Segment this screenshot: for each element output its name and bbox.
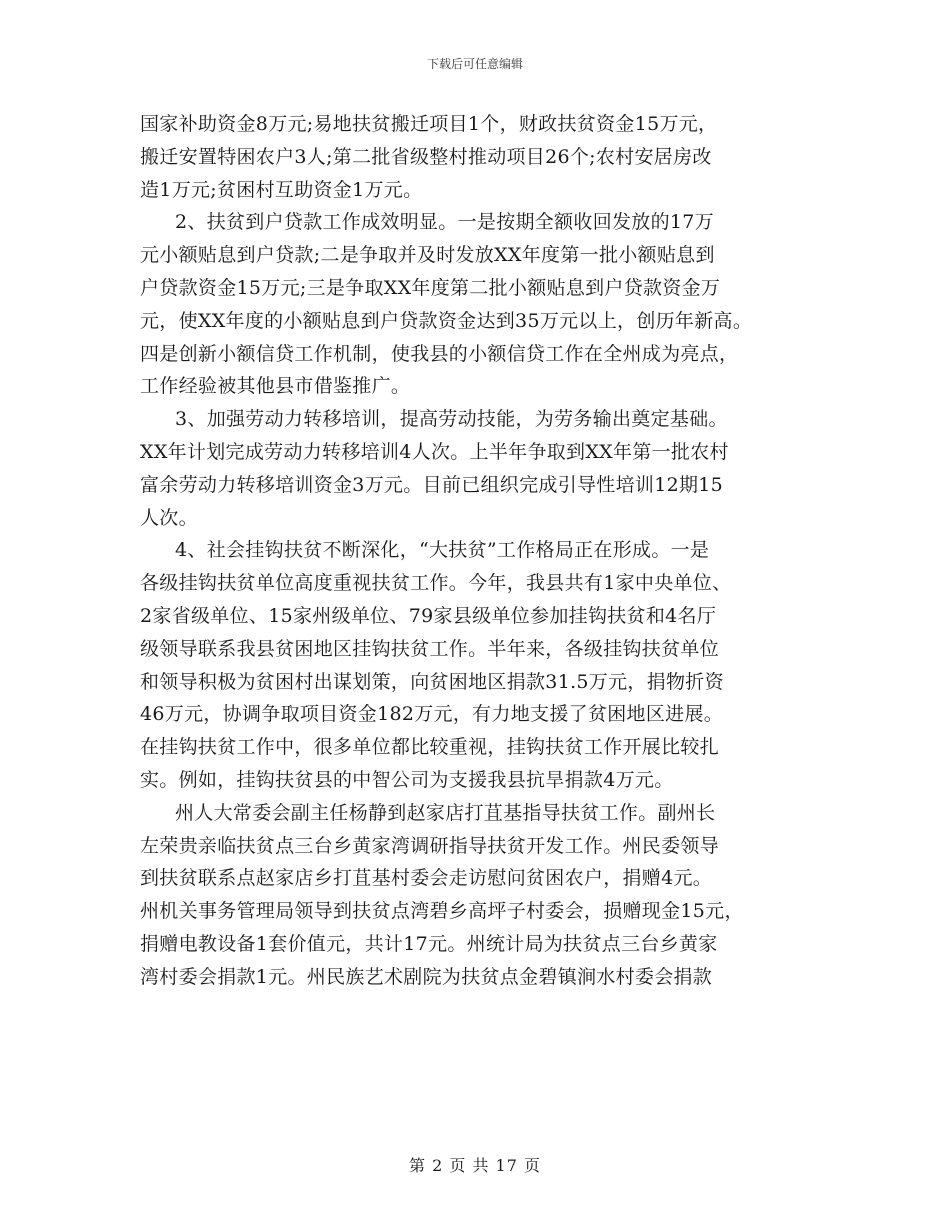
text-line: 3、加强劳动力转移培训，提高劳动技能，为劳务输出奠定基础。 xyxy=(175,408,728,431)
text-line: 州机关事务管理局领导到扶贫点湾碧乡高坪子村委会，损赠现金15元， xyxy=(140,900,744,923)
text-line: 元，使XX年度的小额贴息到户贷款资金达到35万元以上，创历年新高。 xyxy=(140,309,753,332)
text-line: 四是创新小额信贷工作机制，使我县的小额信贷工作在全州成为亮点， xyxy=(140,342,739,365)
text-line: 捐赠电教设备1套价值元，共计17元。州统计局为扶贫点三台乡黄家 xyxy=(140,932,718,955)
text-line: 各级挂钩扶贫单位高度重视扶贫工作。今年，我县共有1家中央单位、 xyxy=(140,572,732,595)
text-line: 2家省级单位、15家州级单位、79家县级单位参加挂钩扶贫和4名厅 xyxy=(140,604,717,627)
text-line: 富余劳动力转移培训资金3万元。目前已组织完成引导性培训12期15 xyxy=(140,473,724,496)
text-line: 人次。 xyxy=(140,506,198,529)
text-line: 工作经验被其他县市借鉴推广。 xyxy=(140,375,411,398)
text-line: 搬迁安置特困农户3人;第二批省级整村推动项目26个;农村安居房改 xyxy=(140,145,712,168)
text-line: 46万元，协调争取项目资金182万元，有力地支援了贫困地区进展。 xyxy=(140,703,724,726)
text-line: 湾村委会捐款1元。州民族艺术剧院为扶贫点金碧镇涧水村委会捐款 xyxy=(140,965,713,988)
text-line: 2、扶贫到户贷款工作成效明显。一是按期全额收回发放的17万 xyxy=(175,211,714,234)
page-footer: 第 2 页 共 17 页 xyxy=(409,1156,541,1175)
text-line: 级领导联系我县贫困地区挂钩扶贫工作。半年来，各级挂钩扶贫单位 xyxy=(140,637,720,660)
text-line: 和领导积极为贫困村出谋划策，向贫困地区捐款31.5万元，捐物折资 xyxy=(140,670,724,693)
text-line: 户贷款资金15万元;三是争取XX年度第二批小额贴息到户贷款资金万 xyxy=(140,276,721,299)
text-line: 国家补助资金8万元;易地扶贫搬迁项目1个，财政扶贫资金15万元， xyxy=(140,113,718,135)
text-line: 4、社会挂钩扶贫不断深化，“大扶贫”工作格局正在形成。一是 xyxy=(175,539,710,562)
text-line: 实。例如，挂钩扶贫县的中智公司为支援我县抗旱捐款4万元。 xyxy=(140,768,674,791)
text-line: 州人大常委会副主任杨静到赵家店打苴基指导扶贫工作。副州长 xyxy=(175,801,716,824)
text-line: XX年计划完成劳动力转移培训4人次。上半年争取到XX年第一批农村 xyxy=(140,440,729,463)
text-line: 左荣贵亲临扶贫点三台乡黄家湾调研指导扶贫开发工作。州民委领导 xyxy=(140,834,720,857)
text-line: 在挂钩扶贫工作中，很多单位都比较重视，挂钩扶贫工作开展比较扎 xyxy=(140,736,720,759)
header-note: 下载后可任意编辑 xyxy=(426,57,523,71)
document-body xyxy=(140,108,810,994)
text-line: 到扶贫联系点赵家店乡打苴基村委会走访慰问贫困农户，捐赠4元。 xyxy=(140,867,713,890)
text-line: 造1万元;贫困村互助资金1万元。 xyxy=(140,178,423,201)
text-line: 元小额贴息到户贷款;二是争取并及时发放XX年度第一批小额贴息到 xyxy=(140,244,715,267)
